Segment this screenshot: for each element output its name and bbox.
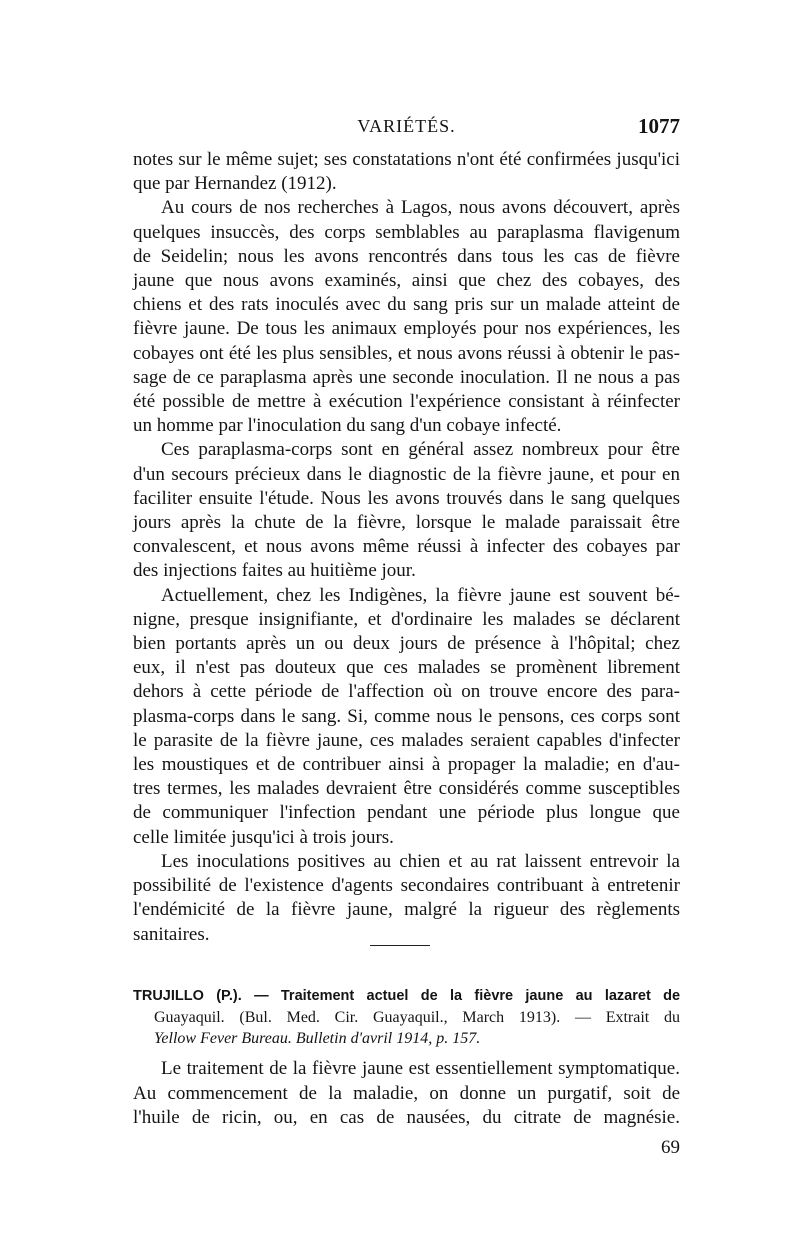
text-line: chiens et des rats inoculés avec du sang pris sur un malade atteint de [133, 294, 680, 316]
section-divider [370, 945, 430, 946]
signature-mark: 69 [661, 1137, 680, 1158]
text-line: nigne, presque insignifiante, et d'ordinaire les malades se déclarent [133, 608, 680, 630]
running-title: VARIÉTÉS. [357, 116, 456, 136]
text-line: dehors à cette période de l'affection où on trouve encore des para- [133, 681, 680, 703]
abstract-body [133, 1057, 680, 1131]
text-line: de communiquer l'infection pendant une période plus longue que [133, 802, 680, 824]
text-line: plasma-corps dans le sang. Si, comme nous le pensons, ces corps sont [133, 705, 680, 727]
text-line: convalescent, et nous avons même réussi à infecter des cobayes par [133, 536, 680, 558]
page-header [133, 114, 680, 144]
text-line: cobayes ont été les plus sensibles, et nous avons réussi à obtenir le pas- [133, 342, 680, 364]
text-line: eux, il n'est pas douteux que ces malades se promènent librement [133, 657, 680, 679]
text-line: bien portants après un ou deux jours de présence à l'hôpital; chez [133, 633, 680, 655]
text-line: notes sur le même sujet; ses constatations n'ont été confirmées jusqu'ici [133, 149, 680, 170]
page-number: 1077 [638, 114, 680, 138]
paragraph [133, 874, 680, 947]
text-line: faciliter ensuite l'étude. Nous les avons trouvés dans le sang quelques [133, 487, 680, 509]
text-line: été possible de mettre à exécution l'expérience consistant à réinfecter [133, 391, 680, 413]
paragraph [133, 196, 680, 220]
text-line: Les inoculations positives au chien et au rat laissent entrevoir la [161, 850, 680, 872]
text-line: Au commencement de la maladie, on donne un purgatif, soit de [133, 1082, 680, 1104]
main-text [133, 148, 680, 947]
text-line: celle limitée jusqu'ici à trois jours. [133, 826, 394, 848]
citation-line: Yellow Fever Bureau. Bulletin d'avril 1914, p. 157. [154, 1030, 481, 1047]
text-line: l'endémicité de la fièvre jaune, malgré la rigueur des règlements [133, 899, 680, 921]
text-line: jours après la chute de la fièvre, lorsque le malade paraissait être [133, 512, 680, 534]
text-line: Ces paraplasma-corps sont en général assez nombreux pour être [161, 439, 680, 461]
text-line: des injections faites au huitième jour. [133, 560, 416, 582]
citation-title: — Traitement actuel de la fièvre jaune au lazaret de [254, 988, 681, 1004]
text-line: l'huile de ricin, ou, en cas de nausées, du citrate de magnésie. [133, 1107, 680, 1128]
text-line: d'un secours précieux dans le diagnostic de la fièvre jaune, et pour en [133, 463, 680, 485]
text-line: de Seidelin; nous les avons rencontrés dans tous les cas de fièvre [133, 245, 680, 267]
text-line: que par Hernandez (1912). [133, 173, 337, 195]
citation-author: TRUJILLO (P.). [133, 988, 242, 1004]
text-line: sanitaires. [133, 923, 210, 945]
text-line: tres termes, les malades devraient être considérés comme susceptibles [133, 778, 680, 800]
text-line: sage de ce paraplasma après une seconde inoculation. Il ne nous a pas [133, 366, 680, 388]
text-line: fièvre jaune. De tous les animaux employés pour nos expériences, les [133, 318, 680, 340]
paragraph [133, 850, 680, 874]
text-line: un homme par l'inoculation du sang d'un cobaye infecté. [133, 415, 562, 437]
text-line: Au cours de nos recherches à Lagos, nous avons découvert, après [161, 197, 680, 219]
paragraph [133, 463, 680, 584]
text-line: quelques insuccès, des corps semblables au paraplasma flavigenum [133, 221, 680, 243]
paragraph [133, 608, 680, 850]
text-line: le parasite de la fièvre jaune, ces malades seraient capables d'infecter [133, 729, 680, 751]
text-line: les moustiques et de contribuer ainsi à propager la maladie; en d'au- [133, 754, 680, 776]
paragraph [133, 148, 680, 196]
text-line: possibilité de l'existence d'agents secondaires contribuant à entretenir [133, 875, 680, 897]
abstract-citation [133, 986, 680, 1049]
citation-line: Guayaquil. (Bul. Med. Cir. Guayaquil., March 1913). — Extrait du [154, 1009, 680, 1026]
text-line: Le traitement de la fièvre jaune est essentiellement symptomatique. [161, 1058, 680, 1079]
citation-line [133, 986, 680, 1007]
paragraph [133, 221, 680, 439]
text-line: jaune que nous avons examinés, ainsi que chez des cobayes, des [133, 270, 680, 292]
text-line: Actuellement, chez les Indigènes, la fièvre jaune est souvent bé- [161, 584, 680, 606]
paragraph [133, 584, 680, 608]
paragraph [133, 438, 680, 462]
